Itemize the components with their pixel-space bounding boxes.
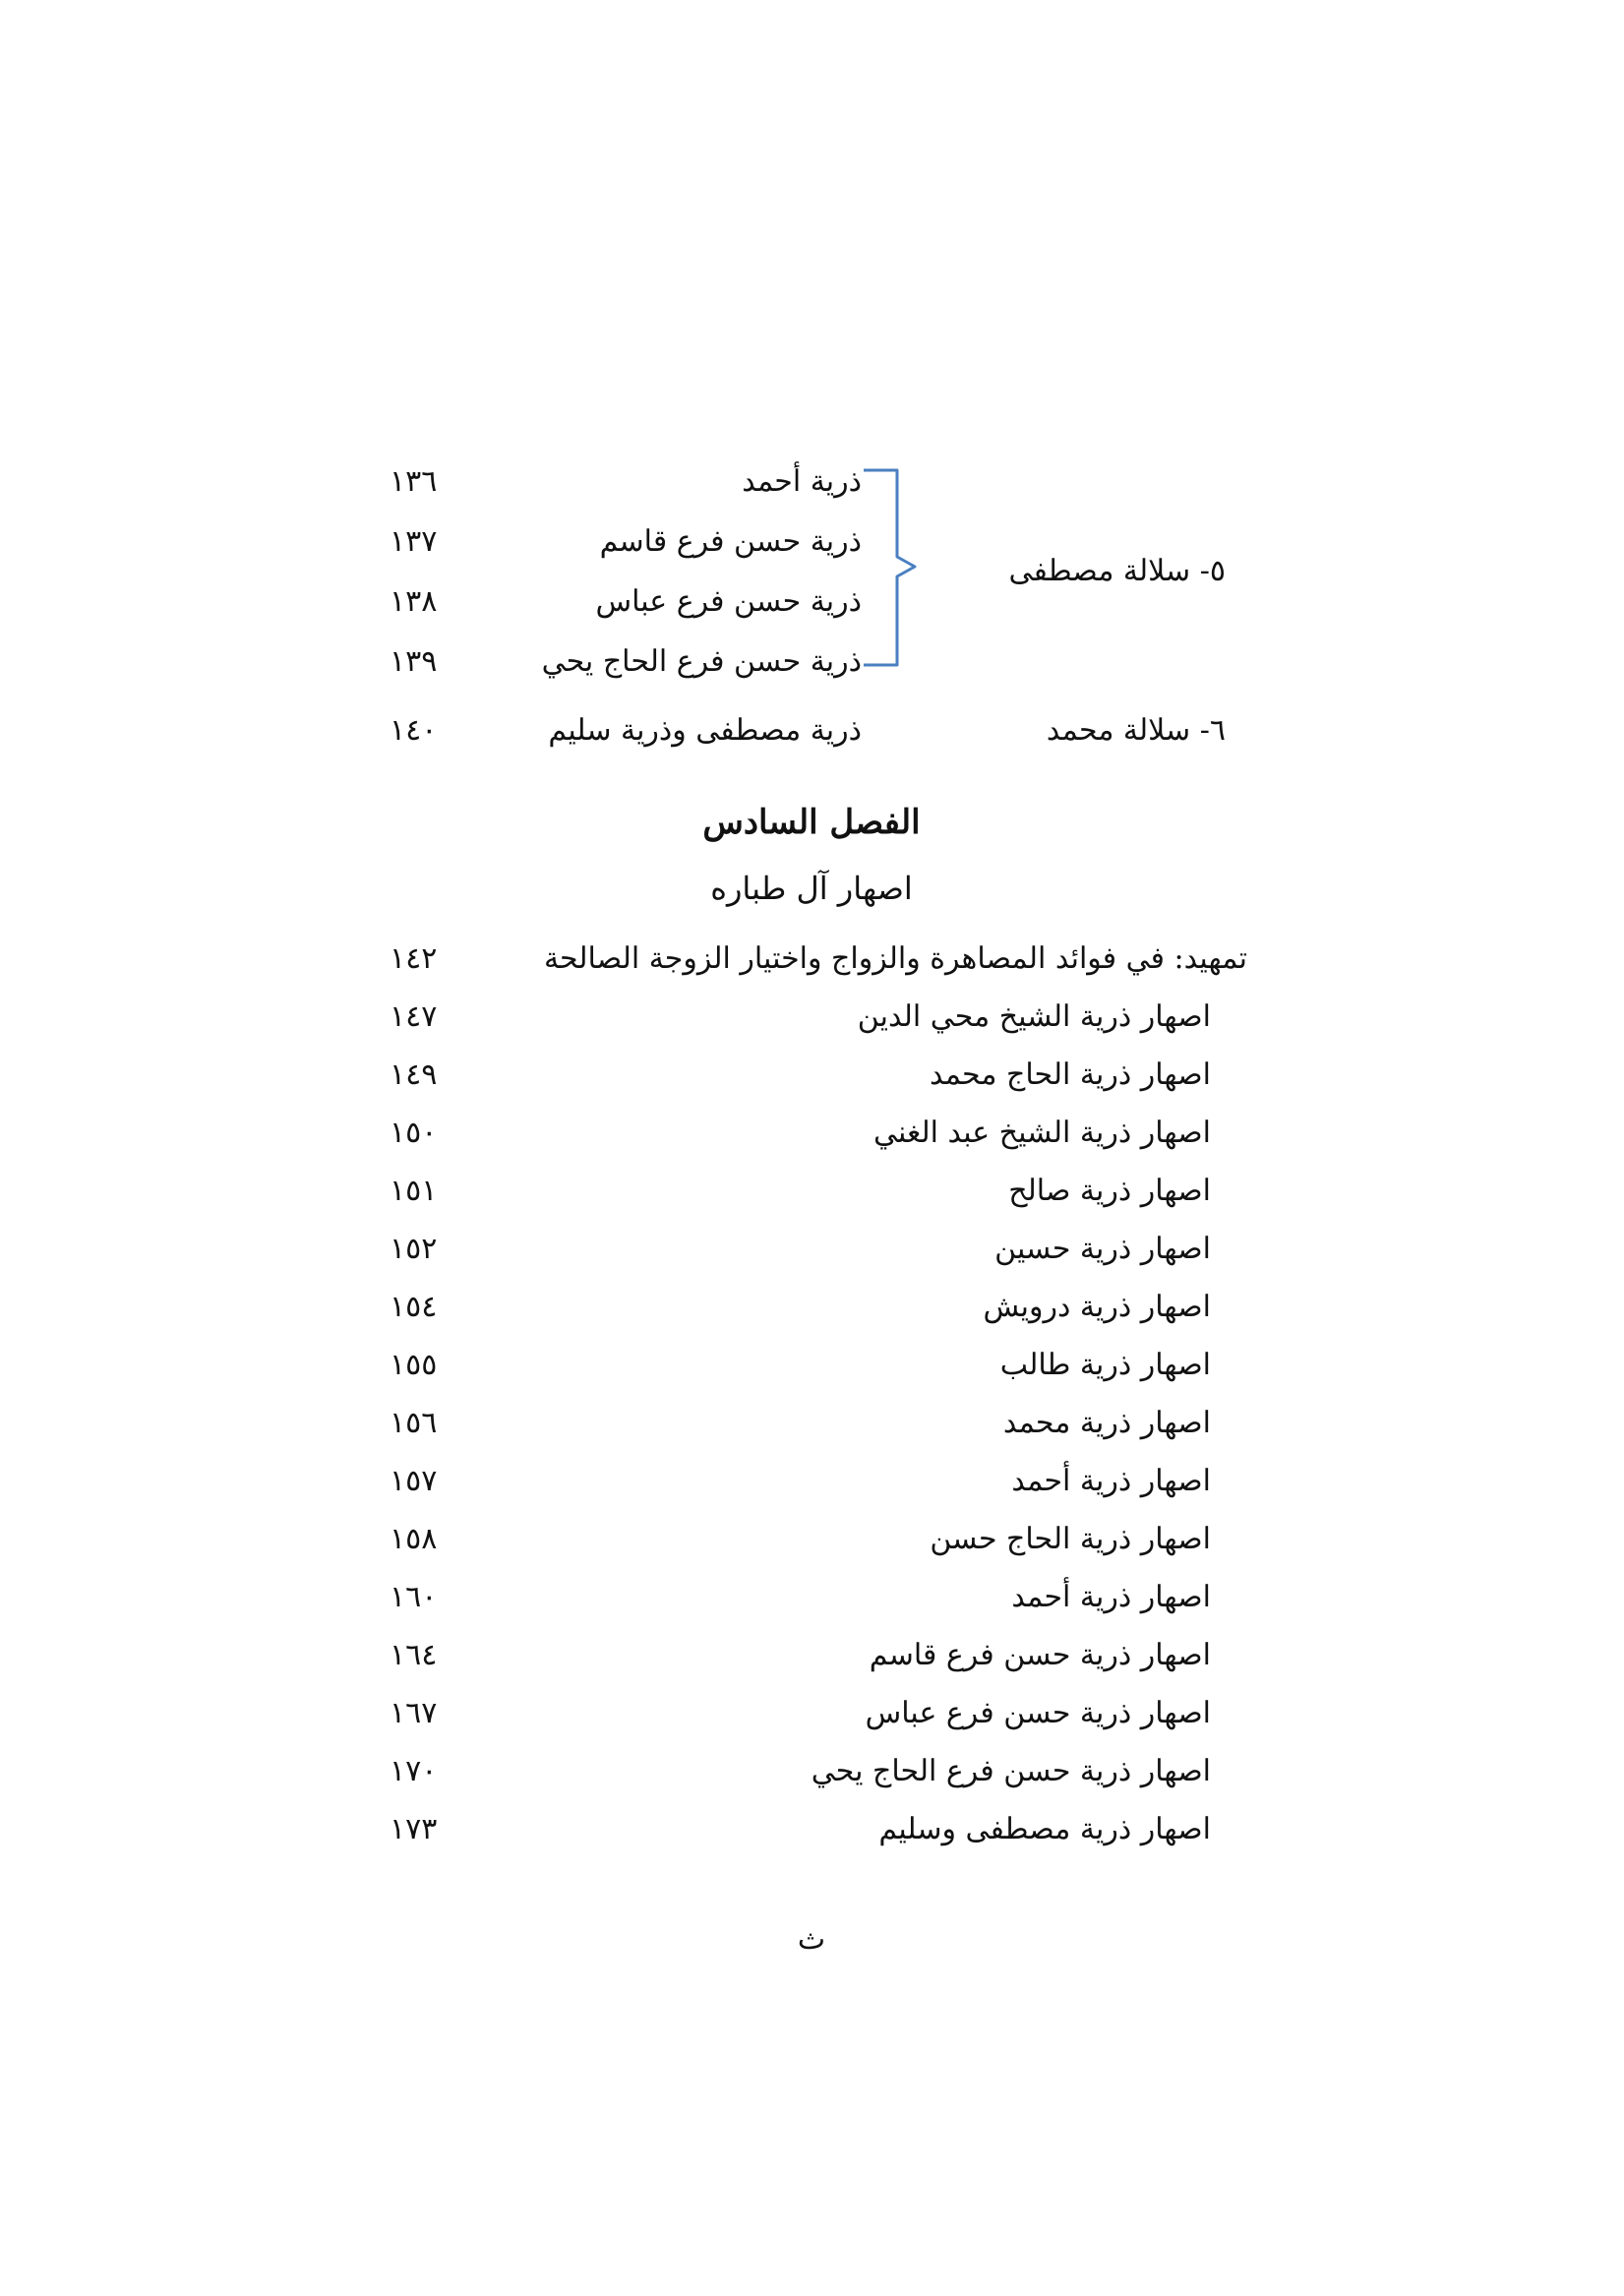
toc-page: ١٥٨ bbox=[390, 1522, 438, 1556]
toc-title: اصهار ذرية الحاج حسن bbox=[930, 1522, 1211, 1556]
toc-title: اصهار ذرية طالب bbox=[999, 1348, 1211, 1382]
page-number: ث bbox=[797, 1922, 826, 1957]
toc-page: ١٥٤ bbox=[390, 1290, 438, 1324]
toc-title: ذرية مصطفى وذرية سليم bbox=[548, 713, 862, 748]
toc-page: ١٧٣ bbox=[390, 1812, 438, 1846]
toc-page: ١٤٠ bbox=[390, 713, 438, 748]
toc-title: اصهار ذرية الشيخ محي الدين bbox=[857, 999, 1211, 1034]
toc-page: ١٤٧ bbox=[390, 999, 438, 1034]
chapter-heading: الفصل السادس bbox=[702, 803, 921, 842]
toc-title: اصهار ذرية الشيخ عبد الغني bbox=[872, 1116, 1211, 1150]
toc-title: تمهيد: في فوائد المصاهرة والزواج واختيار الزوجة الصالحة bbox=[543, 941, 1247, 976]
toc-page: ١٥٦ bbox=[390, 1406, 438, 1440]
toc-title: ذرية حسن فرع الحاج يحي bbox=[541, 644, 862, 679]
toc-page: ١٣٦ bbox=[390, 464, 438, 499]
group-5-label: ٥- سلالة مصطفى bbox=[1008, 554, 1226, 588]
toc-title: ذرية حسن فرع عباس bbox=[595, 584, 862, 619]
toc-title: اصهار ذرية محمد bbox=[1002, 1406, 1211, 1440]
toc-page: ١٥١ bbox=[390, 1174, 438, 1208]
curly-bracket-icon bbox=[858, 464, 927, 671]
toc-title: اصهار ذرية الحاج محمد bbox=[929, 1057, 1211, 1092]
toc-title: اصهار ذرية حسن فرع عباس bbox=[865, 1696, 1211, 1730]
toc-page: ١٣٧ bbox=[390, 524, 438, 559]
chapter-subheading: اصهار آل طباره bbox=[710, 870, 913, 907]
toc-page: ١٧٠ bbox=[390, 1754, 438, 1788]
toc-title: اصهار ذرية حسين bbox=[994, 1232, 1211, 1266]
toc-page: ١٦٤ bbox=[390, 1638, 438, 1672]
group-6-label: ٦- سلالة محمد bbox=[1046, 713, 1226, 748]
toc-title: ذرية حسن فرع قاسم bbox=[599, 524, 862, 559]
toc-page: ١٥٧ bbox=[390, 1464, 438, 1498]
toc-page: ١٥٢ bbox=[390, 1232, 438, 1266]
toc-title: اصهار ذرية حسن فرع الحاج يحي bbox=[811, 1754, 1211, 1788]
toc-page: ١٥٠ bbox=[390, 1116, 438, 1150]
toc-title: اصهار ذرية أحمد bbox=[1011, 1464, 1211, 1498]
toc-title: اصهار ذرية أحمد bbox=[1011, 1580, 1211, 1614]
toc-title: اصهار ذرية درويش bbox=[983, 1290, 1211, 1324]
toc-title: اصهار ذرية صالح bbox=[1008, 1174, 1211, 1208]
toc-page: ١٤٩ bbox=[390, 1057, 438, 1092]
toc-page: ١٦٠ bbox=[390, 1580, 438, 1614]
toc-page: ١٤٢ bbox=[390, 941, 438, 976]
toc-page: ١٦٧ bbox=[390, 1696, 438, 1730]
toc-title: ذرية أحمد bbox=[742, 464, 862, 499]
toc-title: اصهار ذرية حسن فرع قاسم bbox=[869, 1638, 1211, 1672]
toc-page: ١٣٨ bbox=[390, 584, 438, 619]
toc-title: اصهار ذرية مصطفى وسليم bbox=[878, 1812, 1211, 1846]
toc-page: ١٣٩ bbox=[390, 644, 438, 679]
toc-page: ١٥٥ bbox=[390, 1348, 438, 1382]
